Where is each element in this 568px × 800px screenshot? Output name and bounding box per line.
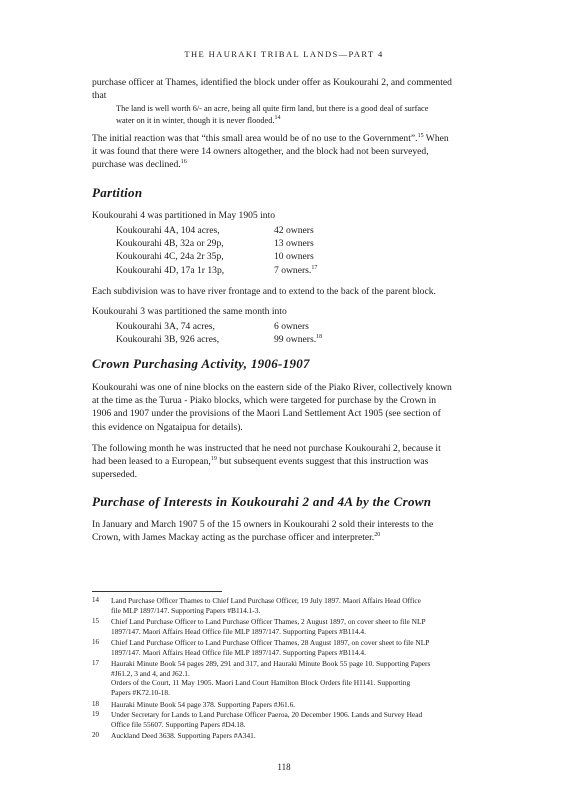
block-cell: Koukourahi 3A, 74 acres, <box>116 321 215 333</box>
section-heading-purchase-of-interests: Purchase of Interests in Koukourahi 2 and 4A by the Crown <box>92 494 432 509</box>
block-cell: Koukourahi 3B, 926 acres, <box>116 334 220 346</box>
text-line: Crown, with James Mackay acting as the purchase officer and interpreter. <box>92 532 375 544</box>
footnote-20 <box>92 731 492 741</box>
footnote-text <box>111 710 492 729</box>
footnote-line: Chief Land Purchase Officer to Land Purchase Officer Thames, 2 August 1897, on cover sheet to file NLP <box>111 617 426 626</box>
partition-table-3 <box>116 320 322 346</box>
text-line: had been leased to a European, <box>92 456 211 468</box>
owners-cell: 10 owners <box>274 251 314 263</box>
footnote-line: Land Purchase Officer Thames to Chief Land Purchase Officer, 19 July 1897. Maori Affairs Head Office <box>111 596 421 605</box>
quote-line-2: water on it in winter, though it is never flooded. <box>116 116 275 125</box>
text-line: Koukourahi was one of nine blocks on the eastern side of the Piako River, collectively known <box>92 382 452 393</box>
running-header: THE HAURAKI TRIBAL LANDS—PART 4 <box>184 49 384 59</box>
block-cell: Koukourahi 4B, 32a or 29p, <box>116 238 224 250</box>
footnote-ref[interactable]: 16 <box>180 159 187 166</box>
footnote-number: 16 <box>92 638 99 646</box>
text-line-tail: but subsequent events suggest that this instruction was <box>216 456 429 468</box>
footnote-line: #J61.2, 3 and 4, and J62.1. <box>111 668 190 678</box>
page-number: 118 <box>277 762 291 772</box>
table-row <box>116 264 317 277</box>
footnote-18 <box>92 700 492 710</box>
reaction-line-3: purchase was declined. <box>92 159 181 171</box>
crown-paragraph-1 <box>92 381 492 434</box>
footnote-line: Hauraki Minute Book 54 pages 289, 291 and 317, and Hauraki Minute Book 55 page 10. Supporting Papers <box>111 659 431 668</box>
crown-paragraph-2 <box>92 442 492 482</box>
table-row <box>116 224 317 237</box>
block-cell: Koukourahi 4D, 17a 1r 13p, <box>116 264 225 276</box>
owners-cell <box>274 264 317 277</box>
text-line: The following month he was instructed that he need not purchase Koukourahi 2, because it <box>92 443 441 454</box>
footnote-line: Papers #K72.10-18. <box>111 687 170 697</box>
footnote-text <box>111 638 492 657</box>
footnote-number: 20 <box>92 731 99 739</box>
reaction-line-2: it was found that there were 14 owners altogether, and the block had not been surveyed, <box>92 146 429 158</box>
footnote-number: 17 <box>92 659 99 667</box>
footnote-19 <box>92 710 492 729</box>
footnote-text <box>111 596 492 615</box>
partition-intro-4: Koukourahi 4 was partitioned in May 1905 into <box>92 210 276 221</box>
footnote-divider <box>92 591 222 592</box>
owners-cell: 6 owners <box>274 321 309 333</box>
footnote-line: Orders of the Court, 11 May 1905. Maori Land Court Hamilton Block Orders file H1141. Supporting <box>111 678 411 688</box>
reaction-line-1-tail: When <box>423 133 449 144</box>
owners-cell: 13 owners <box>274 238 314 250</box>
footnote-17 <box>92 659 492 697</box>
footnote-text <box>111 617 492 636</box>
owners-text: 99 owners. <box>274 334 317 346</box>
footnote-text <box>111 700 492 710</box>
text-line: superseded. <box>92 469 138 481</box>
footnote-number: 15 <box>92 617 99 625</box>
intro-paragraph <box>92 76 492 102</box>
footnote-line: Under Secretary for Lands to Land Purchase Officer Paeroa, 20 December 1906. Lands and Survey Head <box>111 710 423 719</box>
table-row <box>116 333 322 346</box>
footnote-line: 1897/147. Maori Affairs Head Office file MLP 1897/147. Supporting Papers #B114.4. <box>111 647 366 657</box>
text-line: at the time as the Turua - Piako blocks, which were targeted for purchase by the Crown in <box>92 395 437 407</box>
footnote-ref[interactable]: 15 <box>417 132 424 139</box>
footnote-line: Chief Land Purchase Officer to Land Purchase Officer Thames, 28 August 1897, on cover sheet to file NLP <box>111 638 430 647</box>
owners-cell <box>274 333 322 346</box>
footnote-ref[interactable]: 17 <box>311 264 318 271</box>
footnote-ref[interactable]: 19 <box>210 456 217 463</box>
purchase-paragraph <box>92 518 492 544</box>
footnote-line: 1897/147. Maori Affairs Head Office file MLP 1897/147. Supporting Papers #B114.4. <box>111 626 366 636</box>
footnote-15 <box>92 617 492 636</box>
footnote-ref[interactable]: 14 <box>274 115 281 122</box>
footnote-ref[interactable]: 18 <box>316 334 323 341</box>
footnote-line: Office file 55607. Supporting Papers #D4.18. <box>111 719 246 729</box>
table-row <box>116 250 317 263</box>
reaction-paragraph <box>92 132 492 172</box>
owners-cell: 42 owners <box>274 225 314 237</box>
reaction-line-1: The initial reaction was that “this small area would be of no use to the Government”. <box>92 133 418 144</box>
quote-line-1: The land is well worth 6/- an acre, being all quite firm land, but there is a good deal of surface <box>116 104 429 113</box>
block-cell: Koukourahi 4C, 24a 2r 35p, <box>116 251 224 263</box>
owners-text: 7 owners. <box>274 264 312 276</box>
footnote-16 <box>92 638 492 657</box>
intro-line-2: that <box>92 90 107 102</box>
subdivision-paragraph: Each subdivision was to have river frontage and to extend to the back of the parent block. <box>92 286 436 297</box>
block-quote <box>116 103 492 127</box>
footnote-14 <box>92 596 492 615</box>
footnote-number: 14 <box>92 596 99 604</box>
table-row <box>116 237 317 250</box>
footnote-line: Auckland Deed 3638. Supporting Papers #A341. <box>111 731 256 740</box>
footnote-number: 18 <box>92 700 99 708</box>
footnote-line: file MLP 1897/147. Supporting Papers #B114.1-3. <box>111 605 261 615</box>
block-cell: Koukourahi 4A, 104 acres, <box>116 225 220 237</box>
footnote-text <box>111 659 492 697</box>
partition-table-4 <box>116 224 317 277</box>
text-line: In January and March 1907 5 of the 15 owners in Koukourahi 2 sold their interests to the <box>92 519 434 530</box>
footnote-ref[interactable]: 20 <box>374 532 381 539</box>
text-line: 1906 and 1907 under the provisions of the Maori Land Settlement Act 1905 (see section of <box>92 408 441 420</box>
footnote-line: Hauraki Minute Book 54 page 378. Supporting Papers #J61.6. <box>111 700 296 709</box>
section-heading-crown-purchasing: Crown Purchasing Activity, 1906-1907 <box>92 356 310 371</box>
section-heading-partition: Partition <box>92 185 143 200</box>
partition-intro-3: Koukourahi 3 was partitioned the same month into <box>92 306 287 317</box>
text-line: this evidence on Ngataipua for details). <box>92 421 243 433</box>
footnote-number: 19 <box>92 710 99 718</box>
table-row <box>116 320 322 333</box>
intro-line-1: purchase officer at Thames, identified the block under offer as Koukourahi 2, and commented <box>92 77 452 88</box>
footnote-text <box>111 731 492 741</box>
